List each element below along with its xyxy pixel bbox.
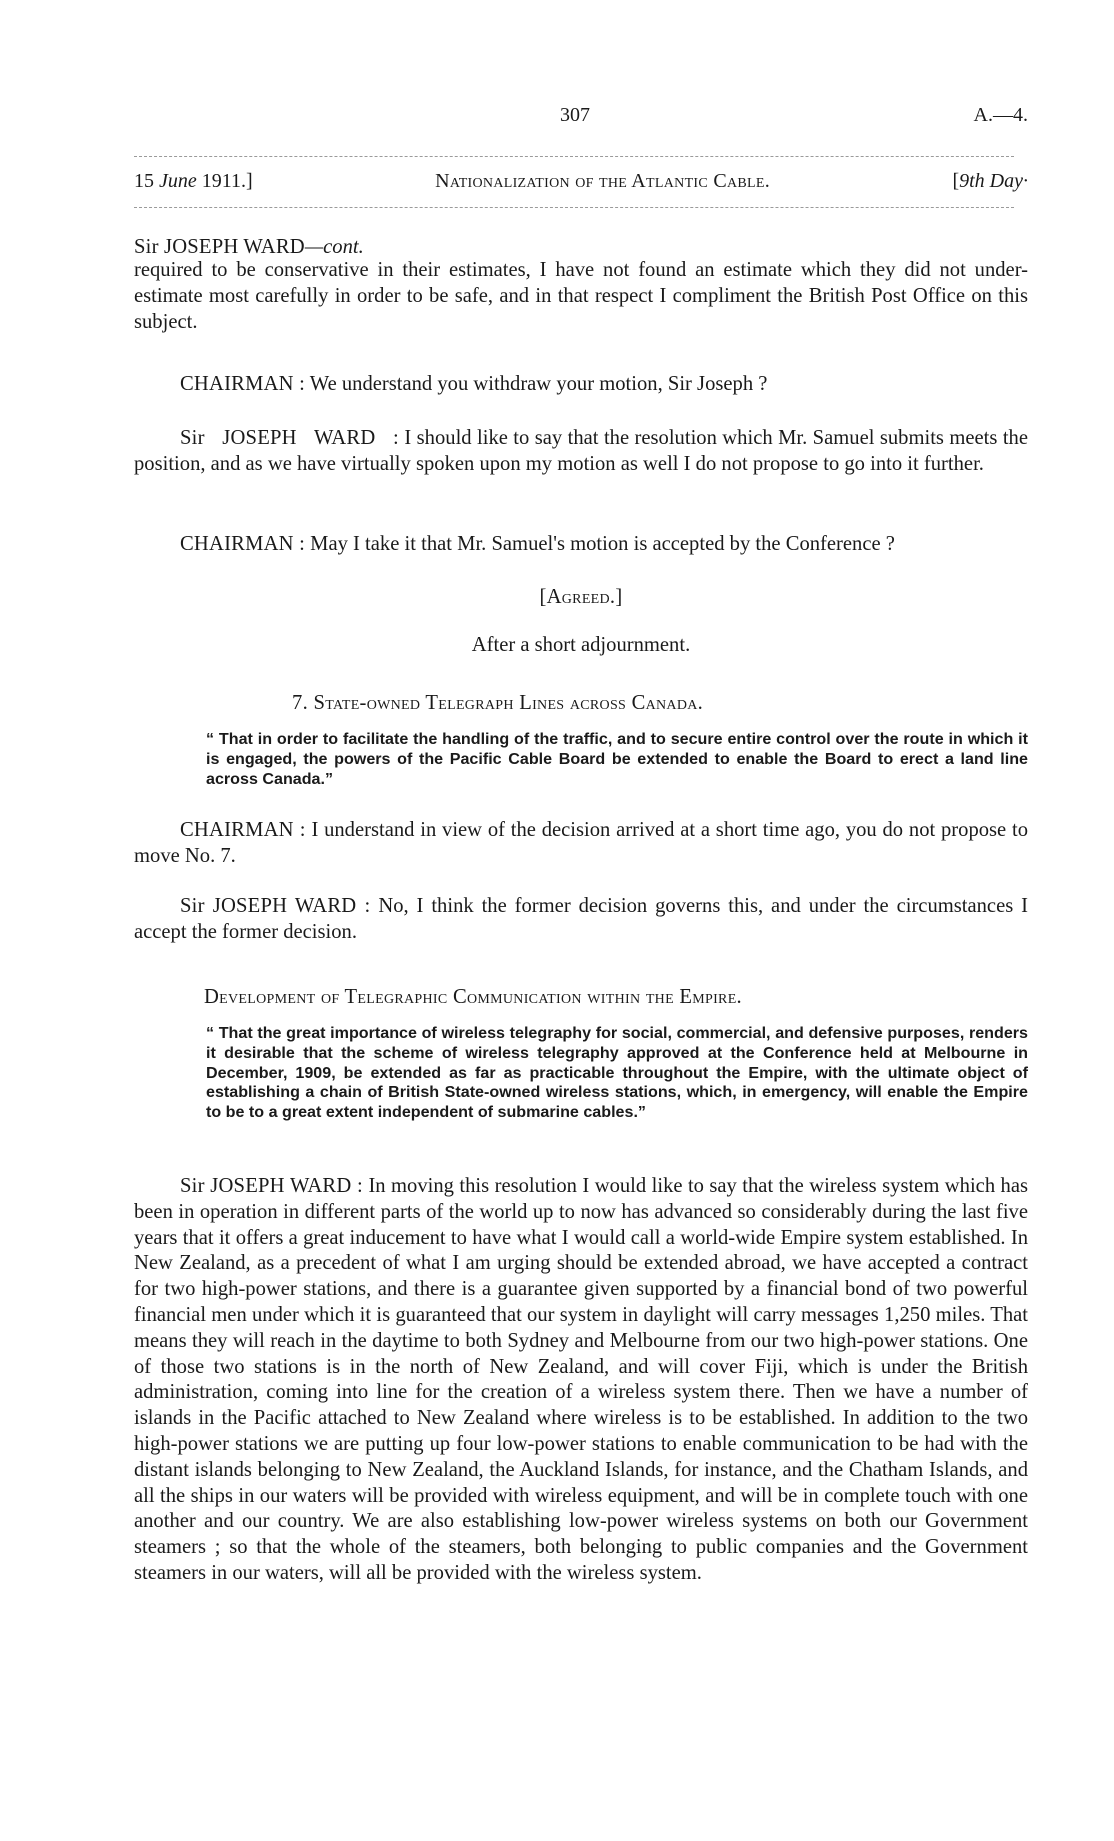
paragraph-chairman-2: CHAIRMAN : May I take it that Mr. Samuel's motion is accepted by the Conference ? <box>180 533 895 555</box>
header-rule-bottom <box>134 207 1014 208</box>
paragraph-ward-2: Sir JOSEPH WARD : No, I think the former decision governs this, and under the circumstances I accept the former decision. <box>134 895 1028 943</box>
paragraph-continued: required to be conservative in their estimates, I have not found an estimate which they did not under-estimate most carefully in order to be safe, and in that respect I compliment the British Post Office on this subject. <box>134 259 1028 333</box>
header-rule-top <box>134 156 1014 157</box>
motion-7: “ That in order to facilitate the handling of the traffic, and to secure entire control over the route in which it is engaged, the powers of the Pacific Cable Board be extended to enable the Board to erect a land line across Canada.” <box>206 730 1028 788</box>
paper-reference: A.—4. <box>973 104 1028 126</box>
paragraph-ward-1: Sir JOSEPH WARD : I should like to say that the resolution which Mr. Samuel submits meets the position, and as we have virtually spoken upon my motion as well I do not propose to go into it further. <box>134 427 1028 475</box>
section-heading-8: Development of Telegraphic Communication within the Empire. <box>204 986 742 1008</box>
agreed-note: [Agreed.] <box>539 586 623 608</box>
running-head <box>134 170 1028 193</box>
paragraph-ward-3: Sir JOSEPH WARD : In moving this resolution I would like to say that the wireless system which has been in operation in different parts of the world up to now has advanced so considerably during the last five years that it offers a great inducement to have what I would call a world-wide Empire system established. In New Zealand, as a precedent of what I am urging should be extended abroad, we have accepted a contract for two high-power stations, and there is a guarantee given supported by a financial bond of two powerful financial men under which it is guaranteed that our system in daylight will carry messages 1,250 miles. That means they will reach in the daytime to both Sydney and Melbourne from our two high-power stations. One of those two stations is in the north of New Zealand, and will cover Fiji, which is under the British administration, coming into line for the creation of a wireless system there. Then we have a number of islands in the Pacific attached to New Zealand where wireless is to be established. In addition to the two high-power stations we are putting up four low-power stations to enable communication to be had with the distant islands belonging to New Zealand, the Auckland Islands, for instance, and the Chatham Islands, and all the ships in our waters will be provided with wireless equipment, and will be in complete touch with one another and our country. We are also establishing low-power wireless systems on both our Government steamers ; so that the whole of the steamers, both belonging to public companies and the Government steamers in our waters, will all be provided with the wireless system. <box>134 1175 1029 1584</box>
paragraph-chairman-1: CHAIRMAN : We understand you withdraw your motion, Sir Joseph ? <box>180 373 768 395</box>
motion-8: “ That the great importance of wireless telegraphy for social, commercial, and defensive purposes, renders it desirable that the scheme of wireless telegraphy approved at the Conference held at Melbourne in December, 1909, be extended as far as practicable throughout the Empire, with the ultimate object of establishing a chain of British State-owned wireless stations, which, in emergency, will enable the Empire to be to a great extent independent of submarine cables.” <box>206 1024 1028 1122</box>
page-number: 307 <box>560 104 590 126</box>
adjournment-note: After a short adjournment. <box>471 634 691 656</box>
section-heading-7: 7. State-owned Telegraph Lines across Canada. <box>292 692 704 714</box>
continuation-speaker: Sir JOSEPH WARD—cont. <box>134 236 364 258</box>
running-head-title: Nationalization of the Atlantic Cable. <box>435 170 771 192</box>
paragraph-chairman-3: CHAIRMAN : I understand in view of the decision arrived at a short time ago, you do not propose to move No. 7. <box>134 819 1028 867</box>
running-head-day: [9th Day· <box>952 170 1028 192</box>
running-head-date: 15 June 1911.] <box>134 170 253 192</box>
